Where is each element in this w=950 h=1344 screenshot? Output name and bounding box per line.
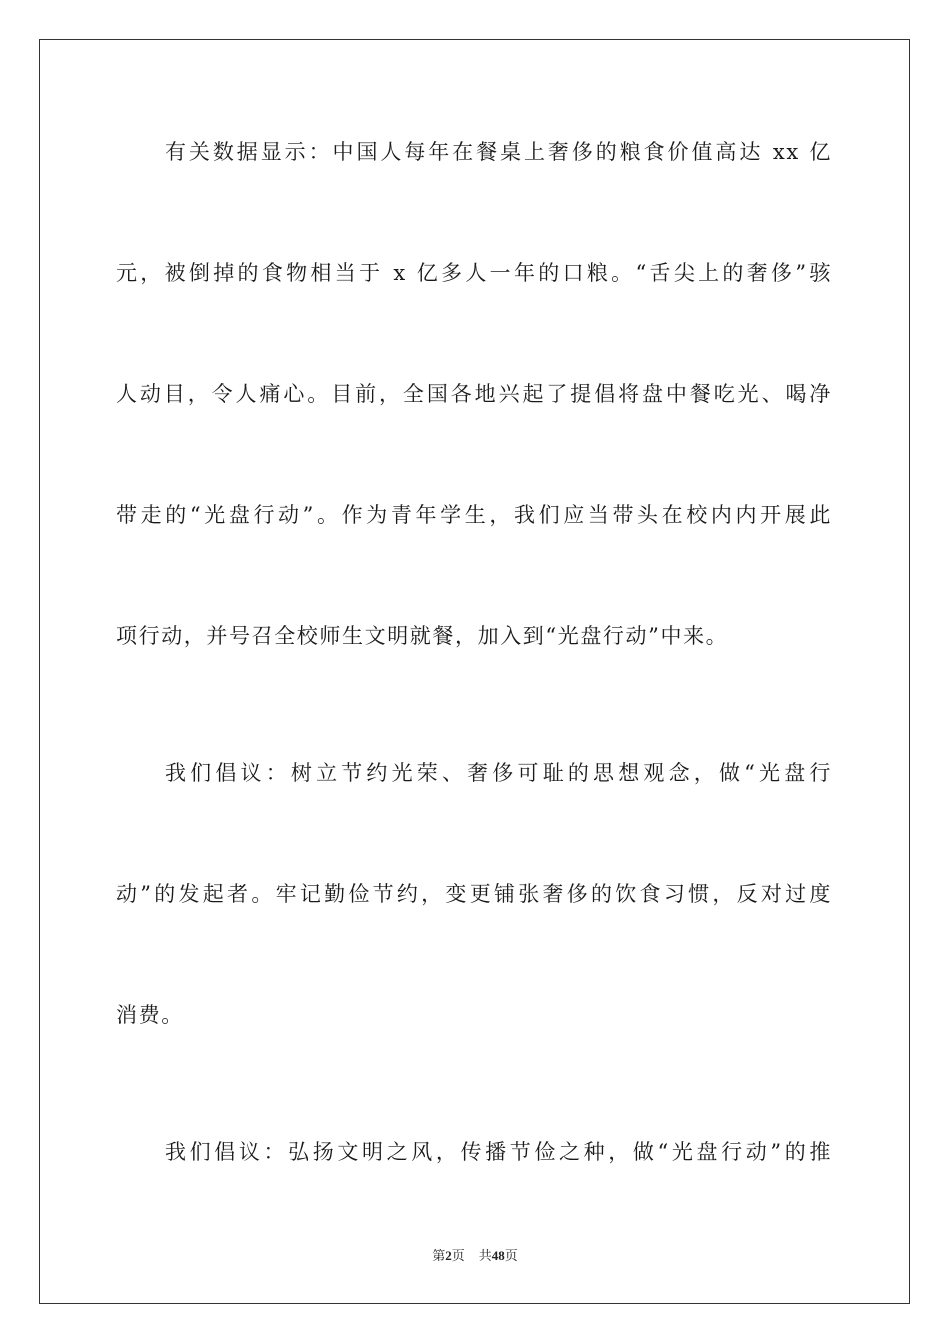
page-number: 2: [445, 1248, 452, 1263]
text-line: 项行动，并号召全校师生文明就餐，加入到“光盘行动”中来。: [116, 624, 729, 648]
page-unit: 页: [451, 1248, 465, 1263]
page-border: [39, 39, 910, 1304]
text-line: 有关数据显示：中国人每年在餐桌上奢侈的粮食价值高达 xx 亿: [165, 140, 832, 164]
text-line: 元，被倒掉的食物相当于 x 亿多人一年的口粮。“舌尖上的奢侈”骇: [116, 261, 832, 285]
text-line: 人动目，令人痛心。目前，全国各地兴起了提倡将盘中餐吃光、喝净: [116, 382, 832, 406]
text-line: 我们倡议：树立节约光荣、奢侈可耻的思想观念，做“光盘行: [165, 761, 832, 785]
page-prefix: 第: [432, 1248, 446, 1263]
text-line: 我们倡议：弘扬文明之风，传播节俭之种，做“光盘行动”的推: [165, 1140, 832, 1164]
text-line: 带走的“光盘行动”。作为青年学生，我们应当带头在校内内开展此: [116, 503, 832, 527]
text-line: 动”的发起者。牢记勤俭节约，变更铺张奢侈的饮食习惯，反对过度: [116, 882, 832, 906]
text-line: 消费。: [116, 1003, 184, 1027]
total-prefix: 共: [478, 1248, 492, 1263]
page-footer: [0, 1247, 950, 1265]
total-pages: 48: [491, 1248, 505, 1263]
total-unit: 页: [504, 1248, 518, 1263]
